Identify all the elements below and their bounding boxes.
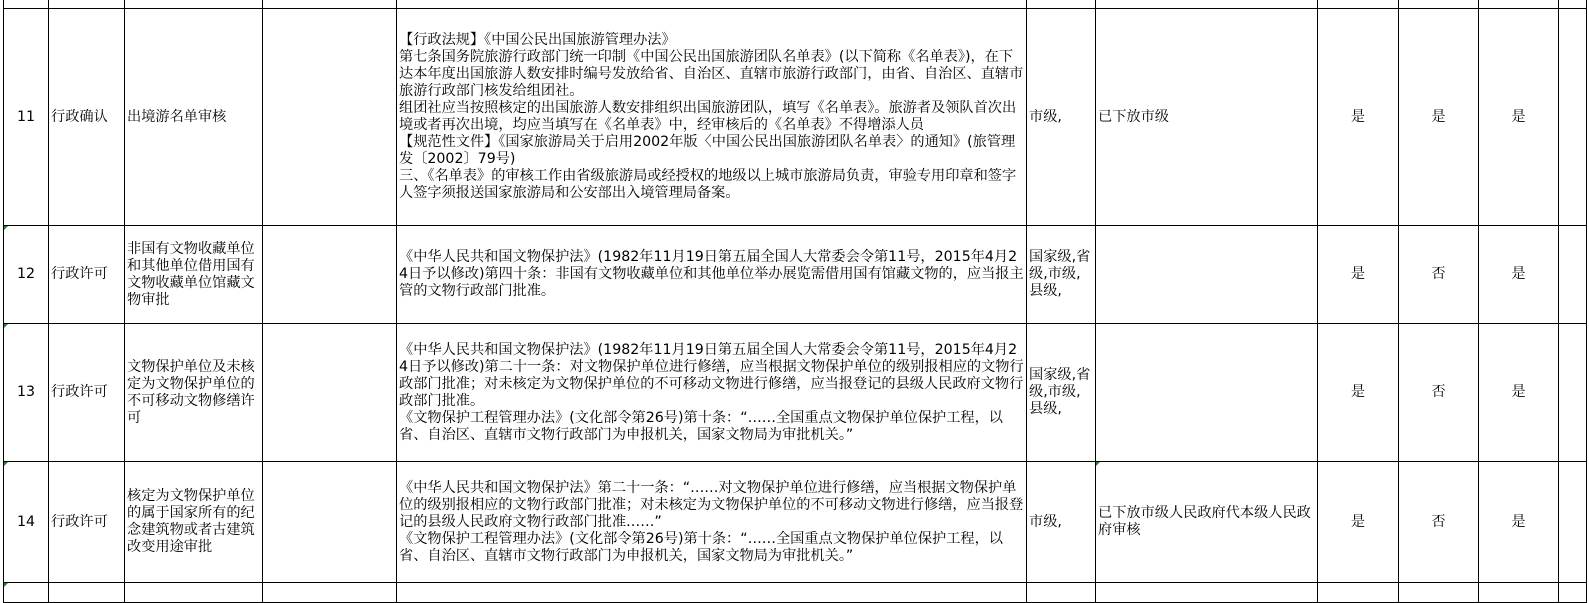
table-row xyxy=(4,462,1587,583)
cell[interactable] xyxy=(1479,583,1559,603)
remark-cell[interactable] xyxy=(1096,226,1318,324)
legal-basis-line: 组团社应当按照核定的出国旅游人数安排组织出国旅游团队，填写《名单表》。旅游者及领队首次出境或者再次出境，均应当填写在《名单表》中，经审核后的《名单表》不得增添人员 xyxy=(399,100,1017,133)
legal-basis-line: 第七条国务院旅游行政部门统一印制《中国公民出国旅游团队名单表》(以下简称《名单表》)，在下达本年度出国旅游人数安排时编号发放给省、自治区、直辖市旅游行政部门，由省、自治区、直辖市旅游行政部门核发给组团社。 xyxy=(399,49,1024,99)
item-name-cell[interactable]: 非国有文物收藏单位和其他单位借用国有文物收藏单位馆藏文物审批 xyxy=(125,226,263,324)
cell[interactable] xyxy=(4,583,49,603)
cell[interactable] xyxy=(1096,583,1318,603)
cell[interactable] xyxy=(397,583,1027,603)
item-name-cell[interactable]: 核定为文物保护单位的属于国家所有的纪念建筑物或者古建筑改变用途审批 xyxy=(125,462,263,583)
table-row xyxy=(4,226,1587,324)
table-row-partial-bottom xyxy=(4,583,1587,603)
legal-basis-cell[interactable] xyxy=(397,462,1027,583)
empty-cell[interactable] xyxy=(1559,324,1587,462)
flag-cell[interactable]: 否 xyxy=(1399,462,1479,583)
level-cell[interactable]: 国家级,省级,市级,县级, xyxy=(1027,226,1096,324)
row-number-cell[interactable]: 13 xyxy=(4,324,49,462)
cell[interactable] xyxy=(1399,583,1479,603)
cell[interactable] xyxy=(1027,0,1096,9)
flag-cell[interactable]: 是 xyxy=(1479,9,1559,226)
remark-cell[interactable] xyxy=(1096,324,1318,462)
cell[interactable] xyxy=(1027,583,1096,603)
flag-cell[interactable]: 是 xyxy=(1318,9,1399,226)
table-row xyxy=(4,324,1587,462)
flag-cell[interactable]: 是 xyxy=(1399,9,1479,226)
cell[interactable] xyxy=(1559,0,1587,9)
empty-cell[interactable] xyxy=(263,324,397,462)
spreadsheet-table xyxy=(3,0,1587,603)
legal-basis-line: 《中华人民共和国文物保护法》(1982年11月19日第五届全国人大常委会令第11号，2015年4月24日予以修改)第二十一条：对文物保护单位进行修缮，应当根据文物保护单位的级别报相应的文物行政部门批准；对未核定为文物保护单位的不可移动文物进行修缮，应当报登记的县级人民政府文物行政部门批准。 xyxy=(399,341,1024,409)
row-number-cell[interactable]: 11 xyxy=(4,9,49,226)
item-type-cell[interactable]: 行政许可 xyxy=(49,462,125,583)
item-type-cell[interactable]: 行政确认 xyxy=(49,9,125,226)
item-type-cell[interactable]: 行政许可 xyxy=(49,226,125,324)
table-row-partial-top xyxy=(4,0,1587,9)
empty-cell[interactable] xyxy=(1559,462,1587,583)
row-number-cell[interactable]: 12 xyxy=(4,226,49,324)
remark-cell[interactable]: 已下放市级 xyxy=(1096,9,1318,226)
legal-basis-line: 《中华人民共和国文物保护法》(1982年11月19日第五届全国人大常委会令第11号，2015年4月24日予以修改)第四十条：非国有文物收藏单位和其他单位举办展览需借用国有馆藏文物的，应当报主管的文物行政部门批准。 xyxy=(399,249,1024,299)
item-name-cell[interactable]: 出境游名单审核 xyxy=(125,9,263,226)
legal-basis-cell[interactable] xyxy=(397,9,1027,226)
legal-basis-line: 《文物保护工程管理办法》(文化部令第26号)第十条：“……全国重点文物保护单位保护工程，以省、自治区、直辖市文物行政部门为申报机关，国家文物局为审批机关。” xyxy=(399,530,1003,564)
legal-basis-cell[interactable] xyxy=(397,324,1027,462)
cell[interactable] xyxy=(1399,0,1479,9)
empty-cell[interactable] xyxy=(263,462,397,583)
empty-cell[interactable] xyxy=(263,9,397,226)
legal-basis-line: 《文物保护工程管理办法》(文化部令第26号)第十条：“……全国重点文物保护单位保护工程，以省、自治区、直辖市文物行政部门为申报机关，国家文物局为审批机关。” xyxy=(399,409,1003,443)
row-number-cell[interactable]: 14 xyxy=(4,462,49,583)
level-cell[interactable]: 国家级,省级,市级,县级, xyxy=(1027,324,1096,462)
cell[interactable] xyxy=(1318,583,1399,603)
legal-basis-line: 【行政法规】《中国公民出国旅游管理办法》 xyxy=(399,32,676,48)
flag-cell[interactable]: 是 xyxy=(1479,324,1559,462)
cell[interactable] xyxy=(4,0,49,9)
flag-cell[interactable]: 是 xyxy=(1318,462,1399,583)
flag-cell[interactable]: 是 xyxy=(1318,226,1399,324)
item-name-cell[interactable]: 文物保护单位及未核定为文物保护单位的不可移动文物修缮许可 xyxy=(125,324,263,462)
empty-cell[interactable] xyxy=(1559,9,1587,226)
flag-cell[interactable]: 否 xyxy=(1399,324,1479,462)
empty-cell[interactable] xyxy=(1559,226,1587,324)
cell[interactable] xyxy=(397,0,1027,9)
level-cell[interactable]: 市级, xyxy=(1027,462,1096,583)
legal-basis-line: 【规范性文件】《国家旅游局关于启用2002年版〈中国公民出国旅游团队名单表〉的通知》(旅管理发〔2002〕79号) xyxy=(399,134,1016,167)
cell[interactable] xyxy=(125,0,263,9)
flag-cell[interactable]: 否 xyxy=(1399,226,1479,324)
cell[interactable] xyxy=(1096,0,1318,9)
legal-basis-line: 三、《名单表》的审核工作由省级旅游局或经授权的地级以上城市旅游局负责，审验专用印章和签字人签字须报送国家旅游局和公安部出入境管理局备案。 xyxy=(399,168,1017,201)
cell[interactable] xyxy=(263,583,397,603)
cell[interactable] xyxy=(1559,583,1587,603)
cell[interactable] xyxy=(125,583,263,603)
level-cell[interactable]: 市级, xyxy=(1027,9,1096,226)
flag-cell[interactable]: 是 xyxy=(1479,462,1559,583)
cell[interactable] xyxy=(263,0,397,9)
cell[interactable] xyxy=(49,0,125,9)
item-type-cell[interactable]: 行政许可 xyxy=(49,324,125,462)
legal-basis-cell[interactable] xyxy=(397,226,1027,324)
flag-cell[interactable]: 是 xyxy=(1479,226,1559,324)
empty-cell[interactable] xyxy=(263,226,397,324)
flag-cell[interactable]: 是 xyxy=(1318,324,1399,462)
table-row xyxy=(4,9,1587,226)
cell[interactable] xyxy=(1318,0,1399,9)
remark-cell[interactable]: 已下放市级人民政府代本级人民政府审核 xyxy=(1096,462,1318,583)
cell[interactable] xyxy=(49,583,125,603)
legal-basis-line: 《中华人民共和国文物保护法》第二十一条：“……对文物保护单位进行修缮，应当根据文物保护单位的级别报相应的文物行政部门批准；对未核定为文物保护单位的不可移动文物进行修缮，应当报登记的县级人民政府文物行政部门批准……” xyxy=(399,479,1024,530)
cell[interactable] xyxy=(1479,0,1559,9)
